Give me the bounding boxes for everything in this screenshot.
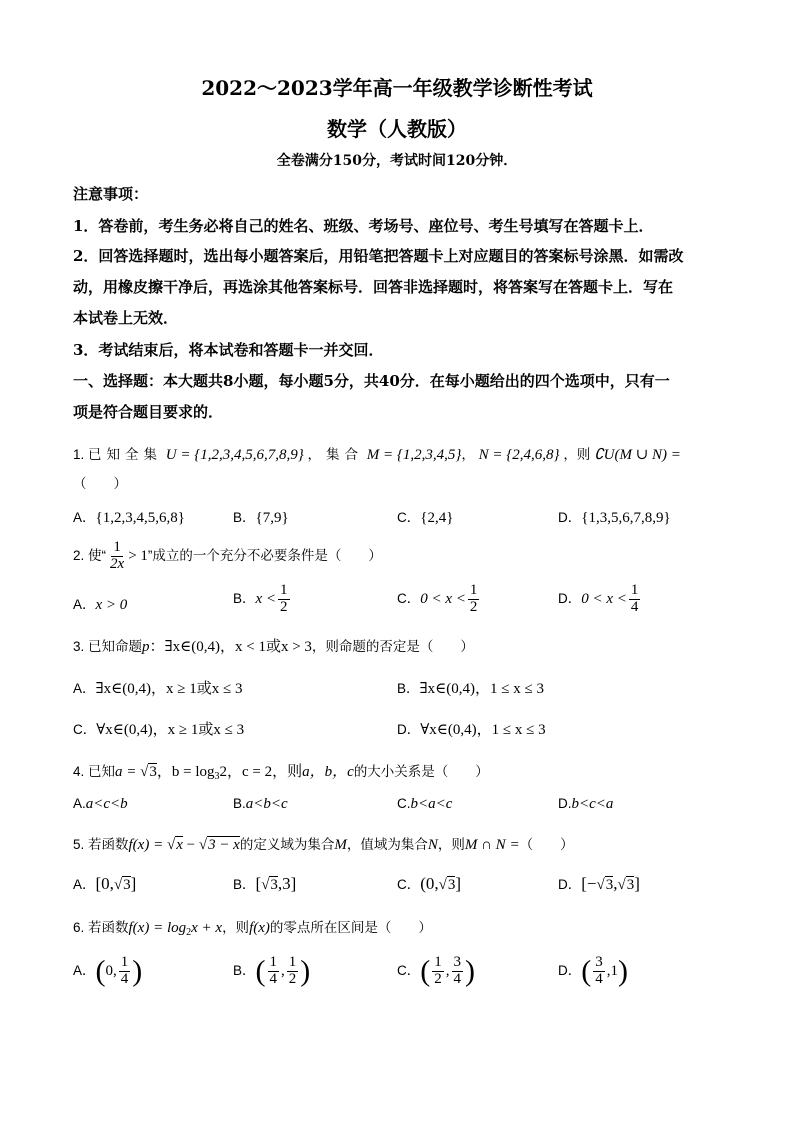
question-1-stem: 1. 已知全集 U = {1,2,3,4,5,6,7,8,9} ，集合 M = {1,2,3,4,5}， N = {2,4,6,8} ，则 ∁U(M ∪ N) =	[73, 447, 681, 463]
paren-right: )	[132, 954, 143, 988]
option-value: x > 0	[95, 597, 128, 613]
interval-right: ]	[634, 874, 640, 893]
option-label: B．	[397, 681, 420, 696]
var-b: ，b = log	[156, 764, 215, 780]
radicand: x	[176, 837, 183, 853]
option-value: a<b<c	[245, 796, 288, 812]
option-value: ∀x∈(0,4)，1 ≤ x ≤ 3	[420, 722, 546, 738]
intersection: M ∩ N =	[464, 837, 520, 853]
question-4-stem	[73, 760, 489, 782]
fraction	[268, 955, 280, 988]
numerator: 3	[595, 954, 603, 970]
interval-left: (0,	[420, 874, 439, 893]
option-value: {1,3,5,6,7,8,9}	[581, 510, 671, 526]
sqrt: √3	[596, 877, 614, 893]
exam-info: 全卷满分150分，考试时间120分钟．	[276, 153, 518, 169]
stem-text: 的大小关系是（ ）	[353, 764, 489, 779]
radicand: 3	[447, 877, 456, 893]
paren-right: )	[465, 954, 475, 988]
option-value: {1,2,3,4,5,6,8}	[95, 510, 185, 526]
option-A	[73, 873, 136, 894]
option-label: D.	[558, 796, 572, 811]
numerator: 3	[453, 954, 461, 970]
question-6-stem	[73, 916, 432, 938]
numerator: 1	[280, 582, 288, 598]
radicand: 3	[626, 877, 635, 893]
option-label: C．	[73, 722, 97, 737]
stem-text: 3. 已知命题	[73, 639, 143, 654]
interval-left: [	[255, 874, 262, 893]
option-C	[397, 873, 461, 894]
sqrt: √3	[438, 877, 456, 893]
option-A	[73, 796, 128, 813]
option-label: A.	[73, 796, 86, 811]
function-f: f(x) =	[128, 837, 167, 853]
denominator: 4	[453, 970, 461, 987]
paren-left: (	[255, 954, 266, 988]
fraction	[629, 583, 641, 616]
interval-sep: ,	[613, 874, 618, 893]
comma: ,	[445, 962, 450, 979]
stem-text: 4. 已知	[73, 764, 116, 779]
denominator: 4	[120, 970, 129, 987]
option-label: A．	[73, 877, 96, 892]
complement-expression: ∁U(M ∪ N) =	[594, 447, 681, 463]
radicand: 3	[270, 877, 278, 893]
set-M: M	[334, 837, 347, 853]
numerator: 1	[269, 954, 278, 970]
option-B	[233, 873, 296, 894]
page-title: 2022～2023学年高一年级教学诊断性考试	[201, 76, 593, 100]
log-base: 2	[186, 927, 192, 938]
option-value: b<c<a	[571, 796, 614, 812]
option-B	[233, 583, 292, 616]
variables: a，b，c	[302, 764, 354, 780]
paren-right: )	[300, 954, 311, 988]
option-value: 0 < x <	[420, 590, 466, 607]
note-item-2-line-3: 本试卷上无效．	[73, 309, 179, 327]
stem-text: ，集合	[307, 447, 364, 462]
fraction	[278, 583, 290, 616]
option-label: B.	[233, 796, 246, 811]
stem-text: ，值域为集合	[346, 837, 428, 852]
numerator: 1	[288, 954, 297, 970]
option-label: A．	[73, 597, 96, 612]
option-value: {2,4}	[420, 510, 454, 526]
note-item-1: 1．答卷前，考生务必将自己的姓名、班级、考场号、座位号、考生号填写在答题卡上．	[73, 217, 654, 235]
var-c: 2，c = 2，则	[219, 764, 303, 780]
numerator: 1	[113, 539, 121, 555]
radicand: 3 − x	[208, 837, 240, 853]
stem-text: ”成立的一个充分不必要条件是（ ）	[147, 547, 382, 563]
option-label: A．	[73, 681, 96, 696]
radicand: 3	[605, 877, 614, 893]
interval-right: ]	[130, 874, 137, 893]
option-label: D．	[558, 877, 582, 892]
interval-start: 0,	[105, 962, 117, 979]
interval-end: ,1	[606, 962, 618, 979]
denominator: 4	[595, 970, 603, 987]
fraction	[108, 540, 126, 573]
question-2-stem	[73, 540, 382, 573]
option-D	[558, 955, 628, 988]
option-label: B．	[233, 877, 256, 892]
stem-text: 6. 若函数	[73, 920, 129, 935]
option-label: D．	[397, 722, 421, 737]
proposition: p	[142, 639, 150, 655]
option-label: B．	[233, 962, 256, 978]
fraction	[432, 955, 444, 988]
option-label: A．	[73, 962, 96, 978]
option-A	[73, 506, 185, 527]
option-D	[558, 583, 642, 616]
proposition-expression: ：∃x∈(0,4)，x < 1或x > 3	[149, 639, 312, 655]
note-item-3: 3．考试结束后，将本试卷和答题卡一并交回．	[73, 341, 384, 359]
option-B	[233, 796, 288, 813]
stem-text: 2. 使“	[73, 547, 107, 563]
fraction	[287, 955, 299, 988]
option-label: B．	[233, 590, 256, 606]
var-a: a =	[115, 764, 141, 780]
option-B	[233, 955, 310, 988]
sqrt: √3 − x	[198, 837, 240, 853]
option-B	[397, 677, 544, 698]
option-value: b<a<c	[410, 796, 453, 812]
note-item-2-line-1: 2．回答选择题时，选出每小题答案后，用铅笔把答题卡上对应题目的答案标号涂黑．如需改	[73, 247, 684, 265]
option-C	[397, 955, 475, 988]
numerator: 1	[434, 954, 442, 970]
fraction	[119, 955, 131, 988]
option-label: C．	[397, 877, 421, 892]
stem-text: 5. 若函数	[73, 837, 129, 852]
radicand: 3	[123, 877, 131, 893]
option-label: B．	[233, 510, 256, 525]
log-base: 3	[214, 771, 220, 782]
option-value: ∀x∈(0,4)，x ≥ 1或x ≤ 3	[96, 722, 245, 738]
inequality: > 1	[128, 547, 148, 564]
set-N: N	[427, 837, 438, 853]
option-label: D．	[558, 590, 582, 606]
denominator: 2	[288, 970, 297, 987]
option-label: C．	[397, 962, 421, 978]
option-A	[73, 955, 142, 988]
sqrt: √3	[113, 877, 131, 893]
numerator: 1	[120, 954, 129, 970]
paren-left: (	[95, 954, 106, 988]
option-value: ∃x∈(0,4)，1 ≤ x ≤ 3	[419, 681, 544, 697]
option-C	[73, 718, 244, 739]
function-f: f(x) = log	[128, 920, 187, 936]
section-heading-line-2: 项是符合题目要求的．	[73, 403, 224, 421]
operator: −	[182, 837, 199, 853]
stem-text: ，则	[563, 447, 591, 462]
option-C	[397, 583, 481, 616]
option-label: A．	[73, 510, 96, 525]
interval-left: [−	[581, 874, 597, 893]
option-value: x <	[255, 590, 277, 607]
question-5-stem	[73, 833, 574, 854]
stem-text: 已知全集	[88, 447, 163, 462]
stem-text: （ ）	[519, 837, 574, 852]
option-value: ∃x∈(0,4)，x ≥ 1或x ≤ 3	[95, 681, 243, 697]
set-N: N = {2,4,6,8}	[478, 447, 560, 463]
option-label: D．	[558, 510, 582, 525]
option-D	[397, 718, 546, 739]
fraction	[593, 955, 605, 988]
option-A	[73, 677, 242, 698]
numerator: 1	[469, 582, 478, 598]
option-C	[397, 506, 453, 527]
denominator: 2	[280, 598, 288, 615]
option-value: a<c<b	[85, 796, 128, 812]
numerator: 1	[630, 582, 639, 598]
option-label: C．	[397, 590, 421, 606]
fraction	[468, 583, 480, 616]
set-M: M = {1,2,3,4,5}	[366, 447, 462, 463]
interval-left: [0,	[95, 874, 114, 893]
note-item-2-line-2: 动，用橡皮擦干净后，再选涂其他答案标号．回答非选择题时，将答案写在答题卡上．写在	[73, 278, 674, 296]
stem-text: ，则	[222, 920, 250, 935]
question-1-paren: （ ）	[73, 476, 127, 491]
denominator: 4	[269, 970, 278, 987]
denominator: 2x	[110, 555, 125, 572]
set-U: U = {1,2,3,4,5,6,7,8,9}	[165, 447, 304, 463]
option-D	[558, 796, 613, 813]
page-subtitle: 数学（人教版）	[327, 117, 467, 141]
comma: ,	[281, 962, 285, 979]
option-C	[397, 796, 452, 813]
function-f-tail: x + x	[191, 920, 223, 936]
denominator: 4	[630, 598, 639, 615]
paren-left: (	[420, 954, 431, 988]
sqrt: √3	[261, 877, 278, 893]
question-number: 1.	[73, 447, 85, 462]
section-heading-line-1: 一、选择题：本大题共8小题，每小题5分，共40分．在每小题给出的四个选项中，只有一	[73, 372, 670, 390]
function-f: f(x)	[249, 920, 270, 936]
interval-right: ]	[455, 874, 462, 893]
sqrt: √3	[140, 764, 157, 780]
sqrt: √x	[166, 837, 183, 853]
sqrt: √3	[617, 877, 635, 893]
notes-heading: 注意事项：	[73, 185, 149, 203]
paren-left: (	[581, 954, 592, 988]
option-D	[558, 873, 640, 894]
question-3-stem	[73, 635, 474, 656]
stem-text: 的定义域为集合	[239, 837, 335, 852]
stem-text: ，则命题的否定是（ ）	[311, 639, 474, 654]
option-label: D．	[558, 962, 582, 978]
denominator: 2	[469, 598, 478, 615]
fraction	[452, 955, 464, 988]
option-label: C．	[397, 510, 421, 525]
stem-text: ，则	[437, 837, 465, 852]
paren-right: )	[618, 954, 628, 988]
option-B	[233, 506, 289, 527]
interval-right: ,3]	[277, 874, 297, 893]
option-D	[558, 506, 671, 527]
radicand: 3	[149, 764, 157, 780]
option-label: C.	[397, 796, 411, 811]
stem-text: 的零点所在区间是（ ）	[269, 920, 432, 935]
denominator: 2	[434, 970, 442, 987]
option-value: 0 < x <	[581, 590, 627, 607]
option-value: {7,9}	[255, 510, 289, 526]
option-A	[73, 593, 127, 614]
